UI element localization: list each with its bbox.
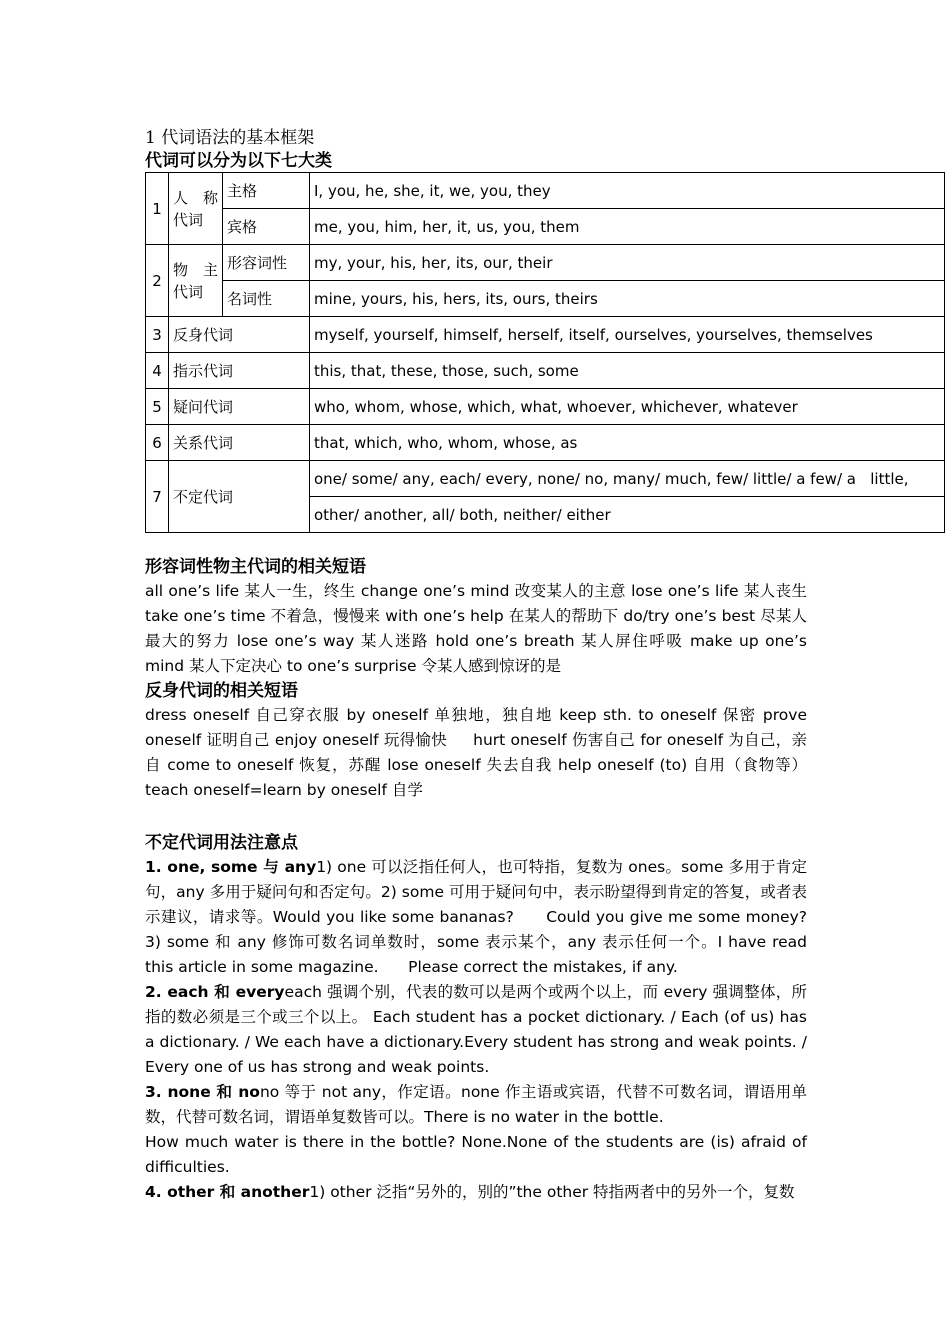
value-cell: me, you, him, her, it, us, you, them (310, 209, 945, 245)
row-number: 1 (146, 173, 169, 245)
row-number: 3 (146, 317, 169, 353)
category-text: 称 (202, 188, 218, 207)
paragraph-lead: 3. none 和 no (145, 1083, 260, 1101)
paragraph-lead: 4. other 和 another (145, 1183, 310, 1201)
category-cell: 疑问代词 (169, 389, 310, 425)
paragraph (145, 855, 807, 980)
category-cell: 指示代词 (169, 353, 310, 389)
paragraph: How much water is there in the bottle? None.None of the students are (is) afraid of difficulties. (145, 1133, 807, 1176)
value-cell: myself, yourself, himself, herself, itself, ourselves, yourselves, themselves (310, 317, 945, 353)
row-number: 5 (146, 389, 169, 425)
paragraph-body: each 强调个别，代表的数可以是两个或两个以上，而 every 强调整体，所指的数必须是三个或三个以上。 Each student has a pocket dictionary. / Each (of us) has a dictionary. / We each have a dictionary.Every student has strong and weak points. / Every one of us has strong and weak points. (145, 983, 807, 1076)
section-heading: 不定代词用法注意点 (145, 833, 298, 853)
table-row (146, 425, 945, 461)
value-cell: other/ another, all/ both, neither/ either (310, 497, 945, 533)
table-row (146, 245, 945, 281)
table-caption: 代词可以分为以下七大类 (145, 151, 332, 171)
value-cell: one/ some/ any, each/ every, none/ no, many/ much, few/ little/ a few/ a little, (310, 461, 945, 497)
paragraph-lead: 2. each 和 every (145, 983, 285, 1001)
section-heading: 形容词性物主代词的相关短语 (145, 557, 366, 577)
category-text: 代词 (173, 210, 204, 229)
category-cell: 不定代词 (169, 461, 310, 533)
document-page (145, 126, 909, 1205)
paragraph-body: 1) one 可以泛指任何人，也可特指，复数为 ones。some 多用于肯定句，any 多用于疑问句和否定句。2) some 可用于疑问句中，表示盼望得到肯定的答复，或者表示建议，请求等。Would you like some bananas? Could you give me some money?3) some 和 any 修饰可数名词单数时，some 表示某个，any 表示任何一个。I have read this article in some magazine. Please correct the mistakes, if any. (145, 858, 807, 976)
table-row (146, 353, 945, 389)
category-text: 代词 (173, 282, 204, 301)
value-cell: this, that, these, those, such, some (310, 353, 945, 389)
paragraph (145, 1180, 807, 1205)
row-number: 7 (146, 461, 169, 533)
value-cell: I, you, he, she, it, we, you, they (310, 173, 945, 209)
table-row (146, 317, 945, 353)
subcategory-cell: 宾格 (223, 209, 310, 245)
subcategory-cell: 名词性 (223, 281, 310, 317)
paragraph: dress oneself 自己穿衣服 by oneself 单独地，独自地 keep sth. to oneself 保密 prove oneself 证明自己 enjoy oneself 玩得愉快 hurt oneself 伤害自己 for oneself 为自己，亲自 come to oneself 恢复，苏醒 lose oneself 失去自我 help oneself (to) 自用（食物等）teach oneself=learn by oneself 自学 (145, 706, 807, 799)
category-cell: 关系代词 (169, 425, 310, 461)
table-row (146, 281, 945, 317)
table-row (146, 461, 945, 497)
row-number: 2 (146, 245, 169, 317)
value-cell: that, which, who, whom, whose, as (310, 425, 945, 461)
table-row (146, 389, 945, 425)
row-number: 6 (146, 425, 169, 461)
subcategory-cell: 形容词性 (223, 245, 310, 281)
paragraph (145, 1080, 807, 1130)
table-row (146, 209, 945, 245)
category-text: 主 (202, 260, 218, 279)
value-cell: my, your, his, her, its, our, their (310, 245, 945, 281)
value-cell: who, whom, whose, which, what, whoever, whichever, whatever (310, 389, 945, 425)
paragraph-lead: 1. one, some 与 any (145, 858, 317, 876)
subcategory-cell: 主格 (223, 173, 310, 209)
value-cell: mine, yours, his, hers, its, ours, theirs (310, 281, 945, 317)
category-cell (169, 245, 223, 317)
paragraph-body: 1) other 泛指“另外的，别的”the other 特指两者中的另外一个，复数 (309, 1183, 795, 1201)
section-heading: 反身代词的相关短语 (145, 681, 298, 701)
paragraph: all one’s life 某人一生，终生 change one’s mind 改变某人的主意 lose one’s life 某人丧生 take one’s time 不着急，慢慢来 with one’s help 在某人的帮助下 do/try one’s best 尽某人最大的努力 lose one’s way 某人迷路 hold one’s breath 某人屏住呼吸 make up one’s mind 某人下定决心 to one’s surprise 令某人感到惊讶的是 (145, 582, 807, 675)
table-row (146, 173, 945, 209)
category-cell: 反身代词 (169, 317, 310, 353)
paragraph-body: no 等于 not any，作定语。none 作主语或宾语，代替不可数名词，谓语用单数，代替可数名词，谓语单复数皆可以。There is no water in the bottle. (145, 1083, 807, 1126)
row-number: 4 (146, 353, 169, 389)
category-cell (169, 173, 223, 245)
paragraph (145, 980, 807, 1080)
category-text: 物 (173, 260, 189, 279)
page-title: 1 代词语法的基本框架 (145, 128, 315, 148)
category-text: 人 (173, 188, 189, 207)
pronoun-table (145, 172, 945, 533)
